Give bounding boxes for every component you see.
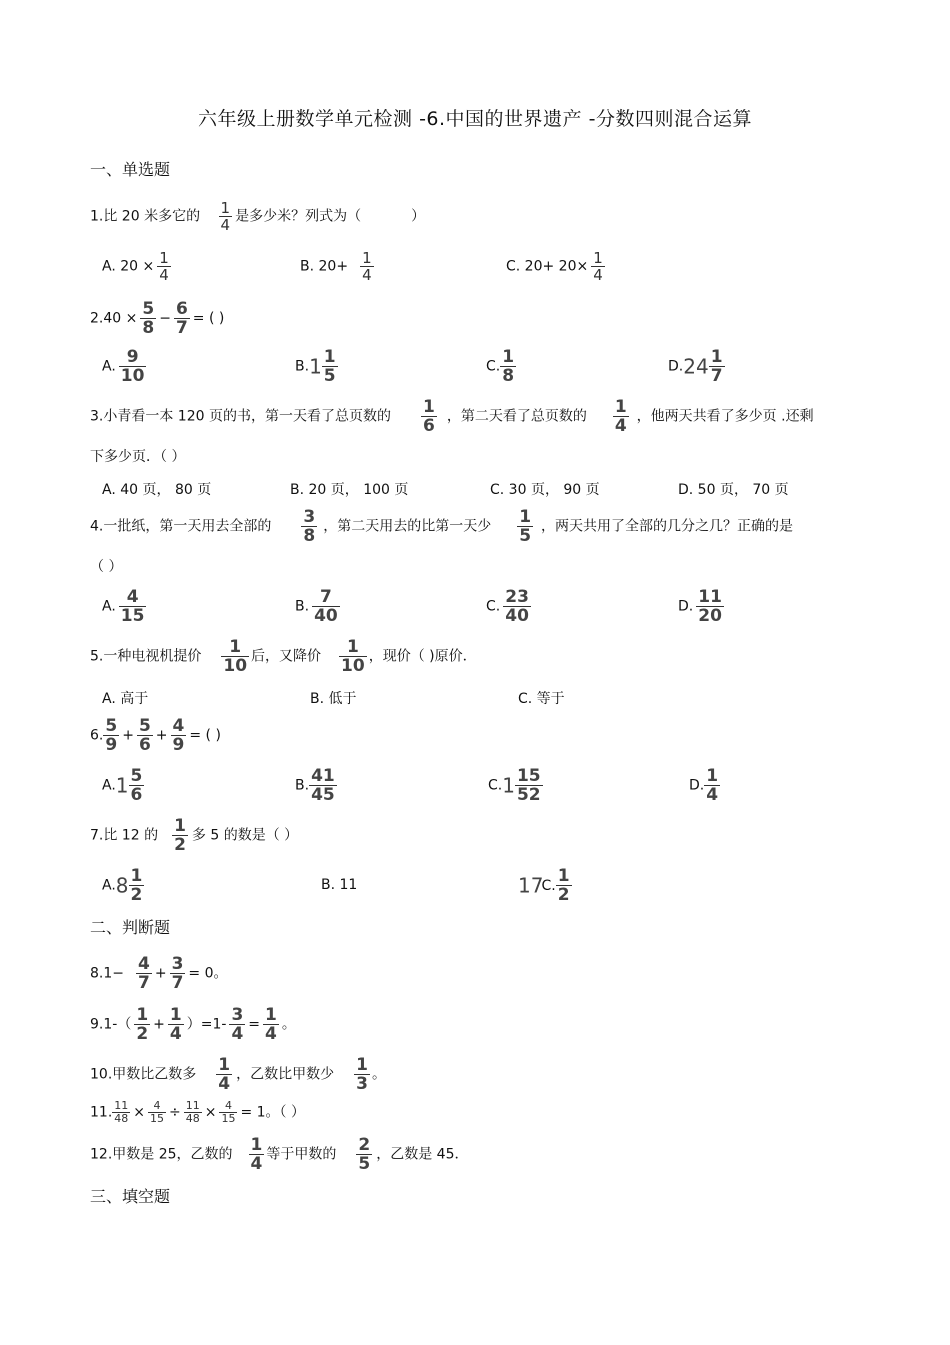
q4-option-a[interactable]: A. $\frac{4}{15}$ bbox=[102, 587, 145, 626]
section-heading-fill-in: 三、填空题 bbox=[90, 1187, 171, 1206]
fraction: $\frac{1}{2}$ bbox=[557, 866, 570, 905]
question-text: 是多少米？列式为（ bbox=[235, 208, 362, 225]
fraction: $\frac{1}{7}$ bbox=[710, 347, 723, 386]
fraction: $\frac{11}{20}$ bbox=[698, 587, 722, 626]
q6-option-b[interactable]: B. $\frac{41}{45}$ bbox=[295, 766, 335, 805]
q5-option-a[interactable]: A. 高于 bbox=[102, 691, 149, 707]
q4-option-c[interactable]: C. $\frac{23}{40}$ bbox=[486, 587, 529, 626]
question-11: 11. $\frac{11}{48}$ × $\frac{4}{15}$ ÷ $\frac{11}{48}$ × $\frac{4}{15}$ = 1。（ ） bbox=[90, 1099, 306, 1125]
question-3: 3.小青看一本 120 页的书，第一天看了总页数的 $\frac{1}{6}$ ，第二天看了总页数的 $\frac{1}{4}$ ，他两天共看了多少页 .还剩 bbox=[90, 397, 814, 436]
q7-option-a[interactable]: A.8 $\frac{1}{2}$ bbox=[102, 866, 143, 905]
fraction: $\frac{6}{7}$ bbox=[175, 299, 188, 338]
q2-option-a[interactable]: A. $\frac{9}{10}$ bbox=[102, 347, 145, 386]
q6-option-a[interactable]: A.1 $\frac{5}{6}$ bbox=[102, 766, 143, 805]
fraction: $\frac{4}{7}$ bbox=[138, 954, 150, 993]
q6-option-d[interactable]: D. $\frac{1}{4}$ bbox=[689, 766, 719, 805]
fraction: $\frac{1}{4}$ bbox=[218, 1055, 231, 1094]
fraction: $\frac{2}{5}$ bbox=[358, 1135, 371, 1174]
fraction: $\frac{9}{10}$ bbox=[120, 347, 145, 386]
fraction: $\frac{11}{48}$ bbox=[185, 1099, 200, 1125]
q2-option-d[interactable]: D.24 $\frac{1}{7}$ bbox=[668, 347, 723, 386]
fraction: $\frac{1}{5}$ bbox=[519, 507, 532, 546]
fraction: $\frac{3}{7}$ bbox=[171, 954, 184, 993]
question-4-line-2: （ ） bbox=[90, 559, 123, 575]
q3-option-d[interactable]: D. 50 页， 70 页 bbox=[678, 482, 789, 498]
q2-option-b[interactable]: B.1 $\frac{1}{5}$ bbox=[295, 347, 336, 386]
q2-option-c[interactable]: C. $\frac{1}{8}$ bbox=[486, 347, 515, 386]
fraction: $\frac{15}{52}$ bbox=[516, 766, 541, 805]
question-1: 1.比 20 米多它的 $\frac{1}{4}$ 是多少米？列式为（ ） bbox=[90, 199, 426, 234]
q4-option-d[interactable]: D. $\frac{11}{20}$ bbox=[678, 587, 722, 626]
fraction: $\frac{1}{4}$ bbox=[614, 397, 627, 436]
fraction: $\frac{5}{9}$ bbox=[105, 716, 118, 755]
q1-option-a[interactable]: A. 20 × $\frac{1}{4}$ bbox=[102, 249, 169, 284]
q3-option-c[interactable]: C. 30 页， 90 页 bbox=[490, 482, 600, 498]
fraction: $\frac{1}{10}$ bbox=[223, 637, 248, 676]
q7-option-c[interactable]: 17C. $\frac{1}{2}$ bbox=[518, 866, 570, 905]
fraction: $\frac{11}{48}$ bbox=[114, 1099, 129, 1125]
fraction: $\frac{5}{8}$ bbox=[142, 299, 155, 338]
question-4: 4.一批纸，第一天用去全部的 $\frac{3}{8}$ ，第二天用去的比第一天少 $\frac{1}{5}$ ，两天共用了全部的几分之几？正确的是 bbox=[90, 507, 794, 546]
fraction: $\frac{4}{15}$ bbox=[120, 587, 145, 626]
q3-option-b[interactable]: B. 20 页， 100 页 bbox=[290, 482, 409, 498]
fraction: $\frac{1}{5}$ bbox=[323, 347, 336, 386]
fraction: $\frac{4}{9}$ bbox=[172, 716, 185, 755]
fraction: $\frac{1}{10}$ bbox=[341, 637, 365, 676]
question-10: 10.甲数比乙数多 $\frac{1}{4}$ ，乙数比甲数少 $\frac{1}{3}$ 。 bbox=[90, 1055, 386, 1094]
fraction: $\frac{1}{2}$ bbox=[130, 866, 143, 905]
question-6: 6. $\frac{5}{9}$ + $\frac{5}{6}$ + $\frac{4}{9}$ = ( ) bbox=[90, 716, 221, 755]
fraction: $\frac{5}{6}$ bbox=[130, 766, 143, 805]
fraction: $\frac{23}{40}$ bbox=[505, 587, 529, 626]
fraction: $\frac{1}{4}$ bbox=[250, 1135, 263, 1174]
fraction: $\frac{1}{4}$ bbox=[159, 249, 169, 284]
section-heading-single-choice: 一、单选题 bbox=[90, 160, 171, 179]
question-8: 8.1− $\frac{4}{7}$ + $\frac{3}{7}$ = 0。 bbox=[90, 954, 228, 993]
fraction: $\frac{1}{4}$ bbox=[169, 1005, 182, 1044]
fraction: $\frac{1}{4}$ bbox=[220, 199, 231, 234]
q5-option-c[interactable]: C. 等于 bbox=[518, 691, 565, 707]
fraction: $\frac{3}{4}$ bbox=[231, 1005, 244, 1044]
fraction: $\frac{1}{4}$ bbox=[265, 1005, 277, 1044]
section-heading-true-false: 二、判断题 bbox=[90, 918, 171, 937]
question-7: 7.比 12 的 $\frac{1}{2}$ 多 5 的数是（ ） bbox=[90, 816, 299, 855]
q1-option-c[interactable]: C. 20+ 20× $\frac{1}{4}$ bbox=[506, 249, 603, 284]
fraction: $\frac{1}{3}$ bbox=[356, 1055, 368, 1094]
fraction: $\frac{4}{15}$ bbox=[150, 1099, 164, 1125]
fraction: $\frac{1}{4}$ bbox=[706, 766, 719, 805]
fraction: $\frac{1}{2}$ bbox=[174, 816, 186, 855]
question-12: 12.甲数是 25，乙数的 $\frac{1}{4}$ 等于甲数的 $\frac{2}{5}$ ，乙数是 45． bbox=[90, 1135, 469, 1174]
page-title: 六年级上册数学单元检测 -6.中国的世界遗产 -分数四则混合运算 bbox=[198, 108, 752, 130]
fraction: $\frac{1}{8}$ bbox=[502, 347, 515, 386]
q5-option-b[interactable]: B. 低于 bbox=[310, 691, 357, 707]
q1-option-b[interactable]: B. 20+ $\frac{1}{4}$ bbox=[300, 249, 372, 284]
fraction: $\frac{7}{40}$ bbox=[314, 587, 338, 626]
q7-option-b[interactable]: B. 11 bbox=[321, 877, 358, 893]
fraction: $\frac{1}{6}$ bbox=[422, 397, 435, 436]
q4-option-b[interactable]: B. $\frac{7}{40}$ bbox=[295, 587, 338, 626]
question-2: 2.40 × $\frac{5}{8}$ − $\frac{6}{7}$ = ( ) bbox=[90, 299, 225, 338]
fraction: $\frac{1}{2}$ bbox=[136, 1005, 149, 1044]
question-5: 5.一种电视机提价 $\frac{1}{10}$ 后，又降价 $\frac{1}{10}$ ，现价（ )原价． bbox=[90, 637, 477, 676]
fraction: $\frac{5}{6}$ bbox=[138, 716, 151, 755]
fraction: $\frac{3}{8}$ bbox=[303, 507, 316, 546]
fraction: $\frac{1}{4}$ bbox=[593, 249, 603, 284]
question-9: 9.1-（ $\frac{1}{2}$ + $\frac{1}{4}$ ）=1- $\frac{3}{4}$ = $\frac{1}{4}$ 。 bbox=[90, 1005, 296, 1044]
question-3-line-2: 下多少页．（ ） bbox=[90, 449, 186, 465]
q3-option-a[interactable]: A. 40 页， 80 页 bbox=[102, 482, 212, 498]
q6-option-c[interactable]: C.1 $\frac{15}{52}$ bbox=[488, 766, 541, 805]
question-text: 1.比 20 米多它的 bbox=[90, 208, 201, 225]
fraction: $\frac{4}{15}$ bbox=[221, 1099, 236, 1125]
fraction: $\frac{41}{45}$ bbox=[311, 766, 335, 805]
fraction: $\frac{1}{4}$ bbox=[362, 249, 372, 284]
